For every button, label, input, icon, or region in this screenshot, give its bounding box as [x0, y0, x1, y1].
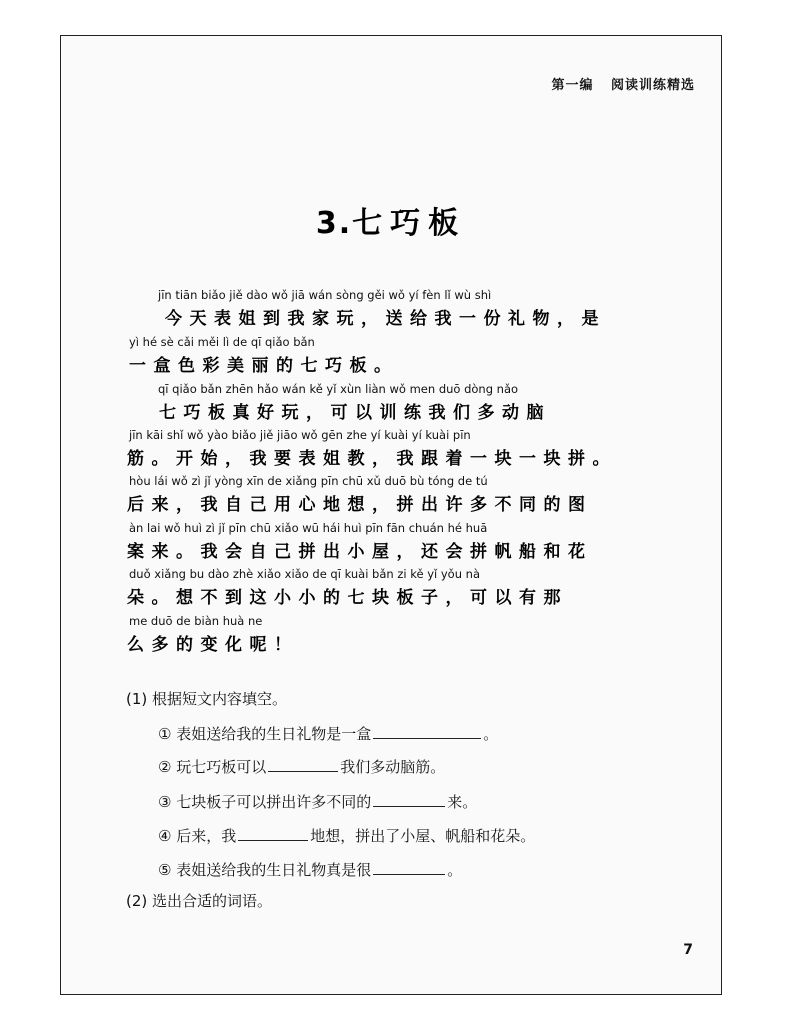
answer-blank[interactable] [268, 755, 338, 772]
pinyin-line: me duō de biàn huà ne [129, 614, 263, 628]
fill-item-prefix: ② 玩七巧板可以 [158, 758, 267, 776]
fill-item-prefix: ⑤ 表姐送给我的生日礼物真是很 [158, 861, 372, 879]
lesson-number: 3. [315, 206, 353, 241]
text-line: 筋。开始，我要表姐教，我跟着一块一块拼。 [127, 449, 617, 469]
pinyin-line: duǒ xiǎng bu dào zhè xiǎo xiǎo de qī kuài bǎn zi kě yǐ yǒu nà [129, 567, 480, 581]
pinyin-line: jīn tiān biǎo jiě dào wǒ jiā wán sòng gěi wǒ yí fèn lǐ wù shì [158, 288, 492, 302]
lesson-title-text: 七巧板 [352, 206, 467, 241]
fill-item-suffix: 我们多动脑筋。 [340, 758, 446, 776]
text-line: 后来，我自己用心地想，拼出许多不同的图 [127, 495, 593, 515]
running-header [551, 74, 695, 93]
fill-item-4 [158, 824, 535, 846]
fill-item-suffix: 。 [483, 725, 499, 743]
fill-item-prefix: ③ 七块板子可以拼出许多不同的 [158, 793, 372, 811]
page-number: 7 [683, 942, 693, 958]
text-line: 么多的变化呢！ [127, 635, 299, 655]
fill-item-prefix: ① 表姐送给我的生日礼物是一盒 [158, 725, 372, 743]
fill-item-1 [158, 722, 498, 744]
text-line: 案来。我会自己拼出小屋，还会拼帆船和花 [127, 542, 593, 562]
question-1-heading: (1) 根据短文内容填空。 [126, 690, 288, 708]
answer-blank[interactable] [373, 790, 445, 807]
header-section: 阅读训练精选 [610, 78, 695, 93]
lesson-title [61, 198, 721, 242]
fill-item-suffix: 地想，拼出了小屋、帆船和花朵。 [310, 827, 536, 845]
book-page [60, 35, 722, 995]
fill-item-2 [158, 755, 445, 777]
answer-blank[interactable] [373, 858, 445, 875]
fill-item-suffix: 来。 [447, 793, 478, 811]
text-line: 今天表姐到我家玩，送给我一份礼物，是 [165, 309, 606, 329]
question-2-heading: (2) 选出合适的词语。 [126, 892, 273, 910]
text-line: 朵。想不到这小小的七块板子，可以有那 [127, 588, 568, 608]
fill-item-5 [158, 858, 462, 880]
pinyin-line: hòu lái wǒ zì jǐ yòng xīn de xiǎng pīn chū xǔ duō bù tóng de tú [129, 474, 488, 488]
text-line: 七巧板真好玩，可以训练我们多动脑 [159, 403, 551, 423]
answer-blank[interactable] [373, 722, 481, 739]
pinyin-line: qī qiǎo bǎn zhēn hǎo wán kě yǐ xùn liàn wǒ men duō dòng nǎo [158, 382, 519, 396]
fill-item-prefix: ④ 后来，我 [158, 827, 237, 845]
fill-item-3 [158, 790, 477, 812]
text-line: 一盒色彩美丽的七巧板。 [129, 356, 399, 376]
pinyin-line: àn lai wǒ huì zì jǐ pīn chū xiǎo wū hái huì pīn fān chuán hé huā [129, 521, 488, 535]
fill-item-suffix: 。 [447, 861, 463, 879]
pinyin-line: jīn kāi shǐ wǒ yào biǎo jiě jiāo wǒ gēn zhe yí kuài yí kuài pīn [129, 428, 471, 442]
pinyin-line: yì hé sè cǎi měi lì de qī qiǎo bǎn [129, 335, 315, 349]
answer-blank[interactable] [238, 824, 308, 841]
header-part: 第一编 [551, 78, 594, 93]
